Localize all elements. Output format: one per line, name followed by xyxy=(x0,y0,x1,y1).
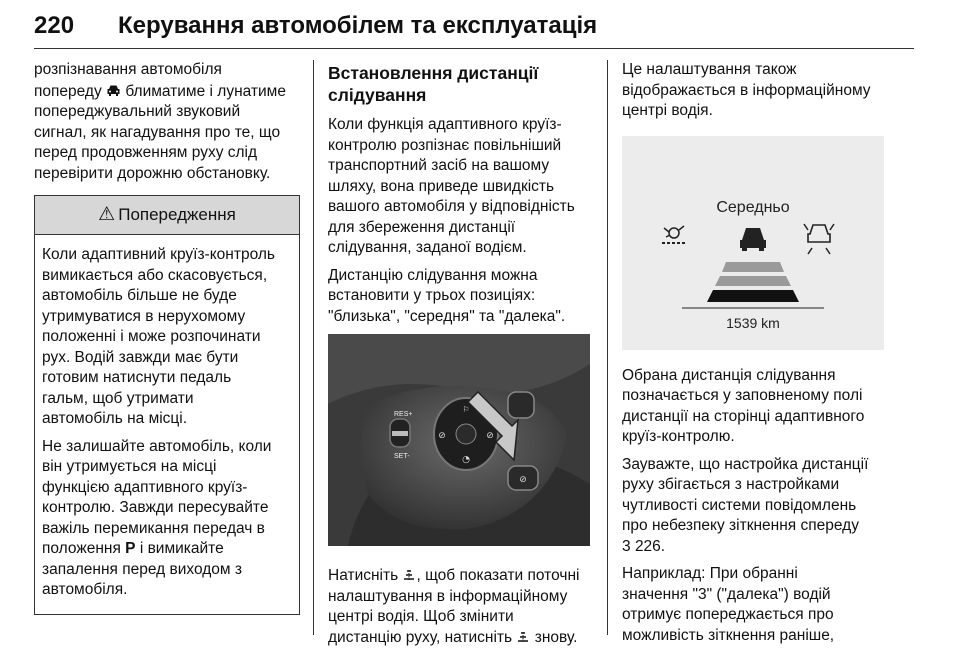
paragraph xyxy=(622,564,888,646)
paragraph xyxy=(328,115,594,259)
text-line: положення xyxy=(42,540,121,557)
text-line: Коли адаптивний круїз-контроль xyxy=(42,246,275,263)
text-line: рух. Водій завжди має бути xyxy=(42,348,239,366)
warning-triangle-icon: ⚠ xyxy=(98,203,116,225)
column-divider-1 xyxy=(313,60,314,635)
display-distance-label: Середньо xyxy=(716,198,790,216)
gap-setting-icon xyxy=(402,567,416,584)
text-line: центрі водія. Щоб змінити xyxy=(328,608,514,625)
text-line: відображається в інформаційному xyxy=(622,81,871,99)
warning-paragraph-1 xyxy=(42,245,291,430)
text-line: запалення перед виходом з xyxy=(42,560,242,578)
heading-line: слідування xyxy=(328,85,427,105)
gear-p-label: P xyxy=(125,540,136,557)
warning-paragraph-2 xyxy=(42,437,291,601)
warning-body xyxy=(35,235,299,614)
text-line: Зауважте, що настройка дистанції xyxy=(622,455,869,473)
reference-page: 226. xyxy=(634,537,666,555)
distance-bar-medium xyxy=(715,276,791,286)
distance-bar-far xyxy=(722,262,784,272)
text-line: "близька", "середня" та "далека". xyxy=(328,307,566,325)
text-line: вашого автомобіля у відповідність xyxy=(328,198,575,215)
section-heading xyxy=(328,62,594,106)
driver-info-display-figure xyxy=(622,136,884,350)
text-line: розпізнавання автомобіля xyxy=(34,61,222,78)
gap-setting-icon xyxy=(516,629,530,646)
text-line: Дистанцію слідування можна xyxy=(328,266,538,284)
text-line: налаштування в інформаційному xyxy=(328,587,568,605)
wheel-set-label: SET- xyxy=(394,453,410,460)
page-reference-link[interactable] xyxy=(622,538,665,555)
svg-text:⊘: ⊘ xyxy=(438,431,446,441)
wheel-res-label: RES+ xyxy=(394,411,413,418)
text-line: дистанцію руху, натисніть xyxy=(328,628,513,646)
text-line: встановити у трьох позиціях: xyxy=(328,287,536,304)
text-line: Наприклад: При обранні xyxy=(622,565,798,582)
svg-text:⚐: ⚐ xyxy=(462,405,470,414)
header-divider xyxy=(34,48,914,49)
intro-paragraph xyxy=(34,60,300,184)
text-line: він утримується на місці xyxy=(42,458,217,475)
text-line: попереджувальний звуковий xyxy=(34,103,241,120)
paragraph xyxy=(328,266,594,328)
text-line: транспортний засіб на вашому xyxy=(328,157,550,174)
text-line: чутливості системи повідомлень xyxy=(622,496,857,514)
text-line: шляху, вона приведе швидкість xyxy=(328,177,555,195)
reference-arrow-icon: 3 xyxy=(622,537,631,555)
paragraph xyxy=(622,366,888,448)
text-line: функцією адаптивного круїз- xyxy=(42,478,248,496)
text-line: слідування, заданої водієм. xyxy=(328,239,527,256)
text-line: положенні і може розпочинати xyxy=(42,328,261,345)
text-line: вимикається або скасовується, xyxy=(42,266,268,284)
svg-text:◔: ◔ xyxy=(462,455,470,465)
text-line: отримує попереджається про xyxy=(622,606,834,623)
warning-header xyxy=(35,196,299,235)
text-line: Не залишайте автомобіль, коли xyxy=(42,437,272,455)
svg-text:⊘: ⊘ xyxy=(519,475,527,485)
column-divider-2 xyxy=(607,60,608,635)
car-front-icon xyxy=(106,83,121,99)
heading-line: Встановлення дистанції xyxy=(328,63,539,83)
page-number: 220 xyxy=(34,12,75,39)
warning-box xyxy=(34,195,300,615)
text-line: Обрана дистанція слідування xyxy=(622,366,836,384)
text-line: автомобіля. xyxy=(42,581,128,598)
text-line: перед продовженням руху слід xyxy=(34,144,258,161)
page-header xyxy=(34,0,914,50)
svg-text:⊘: ⊘ xyxy=(486,431,494,441)
distance-bar-close xyxy=(707,290,799,302)
text-line: Натисніть xyxy=(328,567,399,584)
text-line: важіль перемикання передач в xyxy=(42,519,265,537)
text-line: круїз-контролю. xyxy=(622,428,735,445)
text-line: Коли функція адаптивного круїз- xyxy=(328,116,562,133)
text-line: готовим натиснути педаль xyxy=(42,369,232,386)
odometer-reading: 1539 km xyxy=(726,314,780,331)
text-line: автомобіль більше не буде xyxy=(42,287,237,304)
text-line: сигнал, як нагадування про те, що xyxy=(34,123,281,141)
column-middle xyxy=(328,60,594,655)
text-line: контролю. Завжди пересувайте xyxy=(42,499,269,516)
text-line: , щоб показати поточні xyxy=(416,567,580,584)
text-line: для збереження дистанції xyxy=(328,218,516,236)
text-line: центрі водія. xyxy=(622,102,713,119)
paragraph xyxy=(622,60,888,122)
column-left xyxy=(34,60,300,615)
text-line: блиматиме і лунатиме xyxy=(125,82,286,100)
text-line: позначається у заповненому полі xyxy=(622,387,863,404)
column-right xyxy=(622,60,888,653)
text-line: дистанції на сторінці адаптивного xyxy=(622,407,865,425)
warning-title: Попередження xyxy=(118,204,236,224)
text-line: контролю розпізнає повільніший xyxy=(328,136,562,154)
paragraph xyxy=(622,455,888,558)
text-line: попереду xyxy=(34,82,102,100)
text-line: знову. xyxy=(534,628,578,646)
page-title: Керування автомобілем та експлуатація xyxy=(118,12,598,39)
text-line: перевірити дорожню обстановку. xyxy=(34,164,271,182)
text-line: можливість зіткнення раніше, xyxy=(622,626,835,644)
text-line: і вимикайте xyxy=(139,540,224,557)
text-line: руху збігається з настройками xyxy=(622,476,840,493)
text-line: значення "3" ("далека") водій xyxy=(622,585,831,603)
steering-wheel-figure xyxy=(328,334,590,546)
text-line: Це налаштування також xyxy=(622,61,797,78)
text-line: автомобіль на місці. xyxy=(42,410,188,427)
paragraph xyxy=(328,566,594,648)
text-line: утримуватися в нерухомому xyxy=(42,307,246,325)
text-line: гальм, щоб утримати xyxy=(42,389,194,407)
text-line: про небезпеку зіткнення спереду xyxy=(622,517,859,534)
